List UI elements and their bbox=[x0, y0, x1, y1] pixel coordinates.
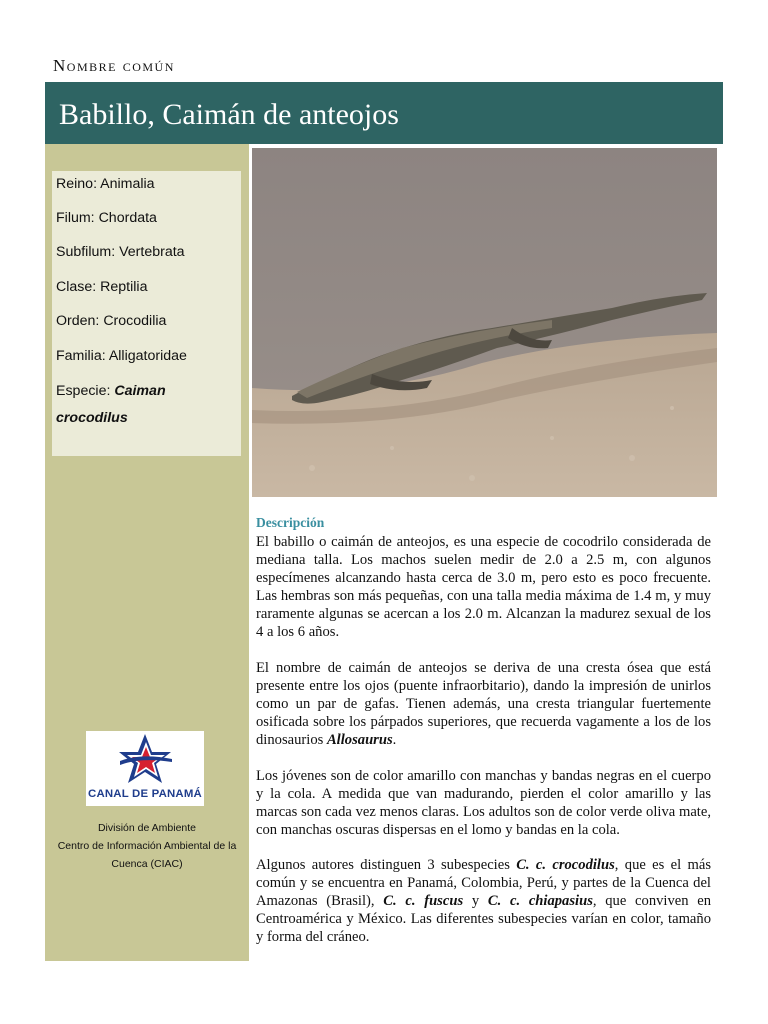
page-title: Babillo, Caimán de anteojos bbox=[59, 98, 399, 131]
especie-genus: Caiman bbox=[114, 383, 166, 399]
description-paragraph-4 bbox=[256, 856, 711, 946]
org-line-2: Centro de Información Ambiental de la bbox=[57, 840, 237, 852]
p2-text: El nombre de caimán de anteojos se deriva de una cresta ósea que está presente entre los ojos (puente infraorbitario), dando la impresión de unirlos como un par de gafas. Tienen además, una cresta triangular fuertemente osificada sobre los párpados superiores, que recuerda vagamente a los de los dinosaurios bbox=[256, 660, 711, 748]
subspecies-crocodilus: C. c. crocodilus bbox=[516, 857, 615, 873]
caiman-photo bbox=[252, 148, 717, 497]
star-logo-icon bbox=[86, 731, 204, 791]
especie-label: Especie: bbox=[56, 383, 115, 399]
p4-text-e: y bbox=[463, 893, 488, 909]
p2-end: . bbox=[392, 732, 397, 748]
taxonomy-reino: Reino: Animalia bbox=[56, 176, 155, 192]
taxonomy-subfilum: Subfilum: Vertebrata bbox=[56, 244, 185, 260]
common-name-label: Nombre común bbox=[53, 56, 175, 75]
taxonomy-filum: Filum: Chordata bbox=[56, 210, 157, 226]
p4-text-a: Algunos autores distinguen 3 subespecies bbox=[256, 857, 517, 873]
canal-logo bbox=[86, 731, 204, 806]
taxonomy-box bbox=[52, 171, 241, 456]
sidebar bbox=[45, 144, 249, 961]
logo-text: CANAL DE PANAMÁ bbox=[88, 788, 202, 800]
p4-text-g: , que conviven en Centroamérica y México. Las diferentes subespecies varían en color, tamaño y forma del cráneo. bbox=[256, 893, 712, 945]
especie-species: crocodilus bbox=[56, 410, 128, 426]
taxonomy-orden: Orden: Crocodilia bbox=[56, 313, 167, 329]
description-paragraph-1: El babillo o caimán de anteojos, es una especie de cocodrilo considerada de mediana talla. Los machos suelen medir de 2.0 a 2.5 m, con algunos especímenes alcanzando hasta cerca de 3.0 m, pero esto es poco frecuente. Las hembras son más pequeñas, con una talla media máxima de 1.4 m, y muy raramente algunas se acercan a los 2.0 m. Alcanzan la madurez sexual de los 4 a los 6 años. bbox=[256, 534, 711, 640]
org-line-3: Cuenca (CIAC) bbox=[111, 858, 183, 870]
subspecies-chiapasius: C. c. chiapasius bbox=[487, 893, 593, 909]
description-paragraph-2 bbox=[256, 659, 711, 749]
description-paragraph-3: Los jóvenes son de color amarillo con manchas y bandas negras en el cuerpo y la cola. A medida que van madurando, pierden el color amarillo y las marcas son cada vez menos claras. Los adultos son de color verde oliva mate, con manchas oscuras dispersas en el lomo y bandas en la cola. bbox=[256, 768, 711, 838]
subspecies-fuscus: C. c. fuscus bbox=[383, 893, 464, 909]
p4-text-c: , que es el más común y se encuentra en Panamá, Colombia, Perú, y partes de la Cuenca del Amazonas (Brasil), bbox=[256, 857, 711, 909]
taxonomy-familia: Familia: Alligatoridae bbox=[56, 348, 187, 364]
org-line-1: División de Ambiente bbox=[97, 822, 197, 834]
title-banner bbox=[45, 82, 723, 144]
taxonomy-especie-cont bbox=[56, 410, 128, 426]
description-heading: Descripción bbox=[256, 515, 325, 530]
allosaurus-term: Allosaurus bbox=[326, 732, 393, 748]
taxonomy-clase: Clase: Reptilia bbox=[56, 279, 148, 295]
taxonomy-especie bbox=[56, 383, 166, 399]
